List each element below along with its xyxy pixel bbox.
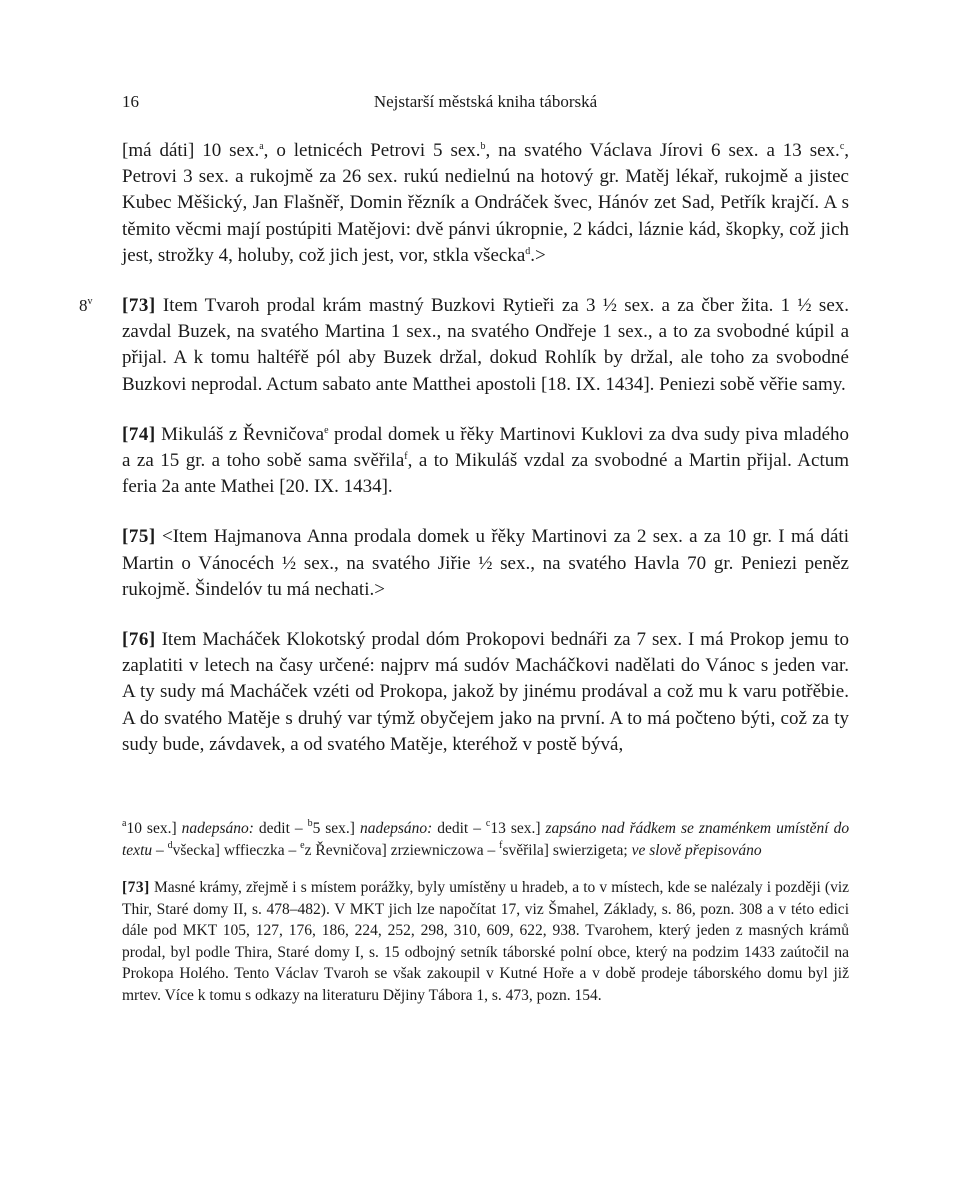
note-value-d: wffieczka – bbox=[223, 841, 297, 859]
note-label-b: nadepsáno: bbox=[359, 820, 433, 837]
main-text bbox=[79, 138, 850, 758]
entry-text: Item Tvaroh prodal krám mastný Buzkovi Rytieři za 3 ½ sex. a za čber žita. 1 ½ sex. zavdal Buzek, na svatého Martina 1 sex., na svatého Ondřeje 1 sex., a to za svobodné kúpil a přijal. A k tomu haltéřě pól aby Buzek držal, dokud Rohlík by držal, ale toho za svobodné Buzkovi neprodal. Actum sabato ante Matthei apostoli [18. IX. 1434]. Peniezi sobě věřie samy. bbox=[122, 295, 849, 395]
entry-text: Item Macháček Klokotský prodal dóm Prokopovi bednáři za 7 sex. I má Prokop jemu to zaplatiti v letech na časy určené: najprv má sudóv Macháčkovi nadělati do Vánoc s jeden var. A ty sudy má Macháček vzéti od Prokopa, jakož by jinému prodával a což mu k varu potřěbie. A do svatého Matěje s druhý var týmž obyčejem jako na první. A to má počteno býti, což za ty sudy bude, závdavek, a od svatého Matěje, kteréhož v postě bývá, bbox=[122, 629, 849, 755]
intro-paragraph bbox=[122, 138, 849, 269]
entry-74 bbox=[122, 422, 849, 501]
folio-marker bbox=[79, 293, 93, 319]
intro-text-5: .> bbox=[530, 244, 546, 266]
intro-text-3: , na svatého Václava Jírovi 6 sex. a 13 sex. bbox=[485, 140, 840, 161]
entry-number: [75] bbox=[122, 526, 156, 548]
intro-text-4: , Petrovi 3 sex. a rukojmě za 26 sex. rukú nedielnú na hotový gr. Matěj lékař, rukojmě a jistec Kubec Měšický, Jan Flašněř, Domin řězník a Ondráček švec, Hánóv zet Sad, Petřík krajčí. A s těmito věcmi mají postúpiti Matějovi: dvě pánvi úkropnie, 2 kádci, láznie kád, škopky, což jich jest, strožky 4, holuby, což jich jest, vor, stkla všecka bbox=[122, 140, 850, 266]
running-title: Nejstarší městská kniha táborská bbox=[373, 92, 598, 111]
commentary-73 bbox=[122, 877, 849, 1006]
note-value-f: swierzigeta; bbox=[552, 841, 628, 859]
note-ref-e: z Řevničova] bbox=[304, 841, 387, 859]
note-mark-e: e bbox=[300, 839, 305, 851]
note-value-b: dedit – bbox=[437, 820, 481, 837]
note-value-e: zrziewniczowa – bbox=[390, 841, 496, 859]
note-mark-d: d bbox=[167, 839, 173, 851]
footnote-mark-e: e bbox=[324, 424, 329, 436]
entry-text-3: , a to Mikuláš vzdal za svobodné a Martin přijal. Actum feria 2a ante Mathei [20. IX. 1434]. bbox=[122, 450, 850, 498]
note-mark-f: f bbox=[499, 839, 503, 851]
note-mark-a: a bbox=[122, 818, 127, 829]
entry-text-2: prodal domek u řěky Martinovi Kuklovi za dva sudy piva mladého a za 15 gr. a toho sobě sama svěřila bbox=[122, 423, 849, 472]
folio-side: v bbox=[87, 296, 93, 308]
folio-number: 8 bbox=[79, 296, 88, 316]
note-label-a: nadepsáno: bbox=[181, 820, 254, 837]
footnote-mark-c: c bbox=[839, 141, 845, 152]
commentary-number: [73] bbox=[122, 879, 150, 896]
entry-number: [76] bbox=[122, 629, 156, 651]
textual-notes bbox=[122, 818, 849, 861]
entry-text-1: Mikuláš z Řevničova bbox=[161, 423, 325, 445]
note-mark-c: c bbox=[485, 818, 491, 829]
note-value-c: – bbox=[156, 841, 164, 859]
footnote-mark-d: d bbox=[525, 245, 531, 257]
note-mark-b: b bbox=[307, 818, 313, 829]
footnote-mark-b: b bbox=[480, 141, 486, 152]
entry-75 bbox=[122, 524, 849, 603]
entry-number: [74] bbox=[122, 423, 156, 445]
intro-text-1: [má dáti] 10 sex. bbox=[122, 140, 260, 161]
note-label-f: ve slově přepisováno bbox=[631, 841, 762, 859]
page-number: 16 bbox=[122, 92, 139, 111]
note-ref-a: 10 sex.] bbox=[126, 820, 177, 837]
note-ref-f: svěřila] bbox=[502, 841, 549, 859]
entry-text: <Item Hajmanova Anna prodala domek u řěky Martinovi za 2 sex. a za 10 gr. I má dáti Martin o Vánocéch ½ sex., na svatého Jiřie ½ sex., na svatého Havla 70 gr. Peniezi peněz rukojmě. Šindelóv tu má nechati.> bbox=[122, 526, 849, 600]
note-ref-c: 13 sex.] bbox=[490, 820, 541, 837]
intro-text-2: , o letnicéch Petrovi 5 sex. bbox=[263, 140, 481, 161]
note-ref-b: 5 sex.] bbox=[312, 820, 355, 837]
entry-number: [73] bbox=[122, 295, 156, 317]
footnote-mark-a: a bbox=[259, 141, 264, 152]
note-value-a: dedit – bbox=[258, 820, 303, 837]
note-ref-d: všecka] bbox=[172, 841, 220, 859]
critical-apparatus bbox=[122, 818, 849, 1006]
footnote-mark-f: f bbox=[404, 451, 408, 463]
running-header bbox=[122, 92, 849, 116]
commentary-text: Masné krámy, zřejmě i s místem porážky, byly umístěny u hradeb, a to v místech, kde se nalézaly i později (viz Thir, Staré domy II, s. 478–482). V MKT jich lze napočítat 17, viz Šmahel, Základy, s. 86, pozn. 308 a v této edici dále pod MKT 105, 127, 176, 186, 224, 252, 298, 310, 609, 622, 938. Tvarohem, který jeden z masných krámů prodal, byl podle Thira, Staré domy I, s. 15 odbojný setník táborské polní obce, který na podzim 1433 zaútočil na Prokopa Holého. Tento Václav Tvaroh se však zakoupil v Kutné Hoře a v době prodeje táborského domu byl již mrtev. Více k tomu s odkazy na literaturu Dějiny Tábora 1, s. 473, pozn. 154. bbox=[122, 879, 849, 1004]
entry-73 bbox=[79, 293, 849, 398]
entry-76 bbox=[122, 627, 849, 758]
note-label-c: zapsáno nad řádkem se znaménkem umístění do textu bbox=[122, 820, 850, 859]
